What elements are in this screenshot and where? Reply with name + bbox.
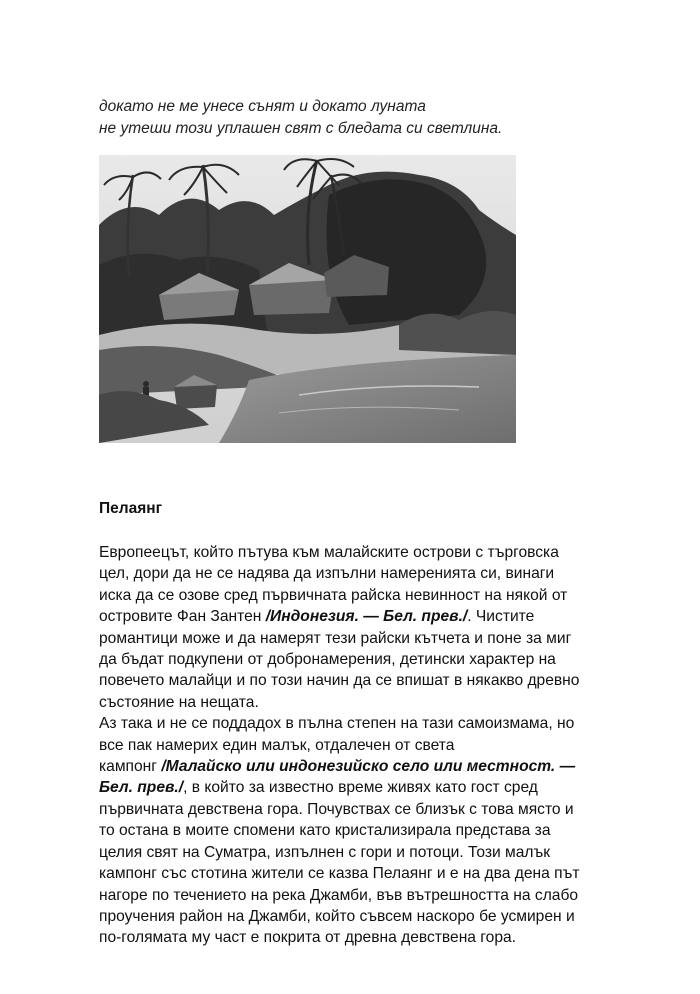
body-paragraph [99, 542, 619, 949]
text-run: , в който за известно време живях като гост сред [183, 779, 538, 797]
text-line: Европеецът, който пътува към малайските острови с търговска [99, 544, 559, 561]
text-line: романтици може и да намерят тези райски кътчета и поне за миг [99, 629, 572, 647]
text-line: Аз така и не се поддадох в пълна степен на тази самоизмама, но [99, 715, 575, 733]
text-line: кампонг със стотина жители се казва Пелаянг и е на два дена път [99, 865, 580, 883]
text-line [99, 777, 619, 798]
text-line: нагоре по течението на река Джамби, във вътрешността на слабо [99, 886, 579, 904]
text-line: проучения район на Джамби, който съвсем наскоро бе усмирен и [99, 907, 575, 925]
text-line: да бъдат подкупени от добронамерения, детински характер на [99, 651, 556, 669]
text-line [99, 756, 619, 777]
text-line: състояние на нещата. [99, 693, 259, 711]
text-line: повечето малайци и по този начин да се впишат в някакво древно [99, 672, 580, 690]
verse-line: докато не ме унесе сънят и докато луната [99, 98, 426, 115]
village-photo [99, 155, 516, 443]
verse-stanza [99, 96, 619, 140]
text-line: иска да се озове сред първичната райска невинност на някой от [99, 586, 568, 604]
text-run: кампонг [99, 758, 162, 776]
text-run: островите Фан Зантен [99, 608, 266, 626]
section-heading: Пелаянг [99, 500, 163, 517]
text-line: по-голямата му част е покрита от древна девствена гора. [99, 929, 517, 947]
verse-line: не утеши този уплашен свят с бледата си светлина. [99, 120, 503, 137]
translator-note: /Малайско или индонезийско село или местност. — [161, 758, 576, 776]
text-line: първичната девствена гора. Почувствах се близък с това място и [99, 800, 574, 818]
text-run: . Чистите [467, 608, 535, 626]
translator-note: /Индонезия. — Бел. прев./ [265, 608, 468, 626]
text-line: целия свят на Суматра, изпълнен с гори и потоци. Този малък [99, 843, 551, 861]
text-line: то остана в моите спомени като кристализирала представа за [99, 822, 551, 840]
text-line: все пак намерих един малък, отдалечен от света [99, 736, 455, 754]
text-line [99, 606, 619, 627]
translator-note: Бел. прев./ [99, 779, 184, 797]
village-photo-image [99, 155, 516, 443]
text-line: цел, дори да не се надява да изпълни намеренията си, винаги [99, 565, 555, 583]
